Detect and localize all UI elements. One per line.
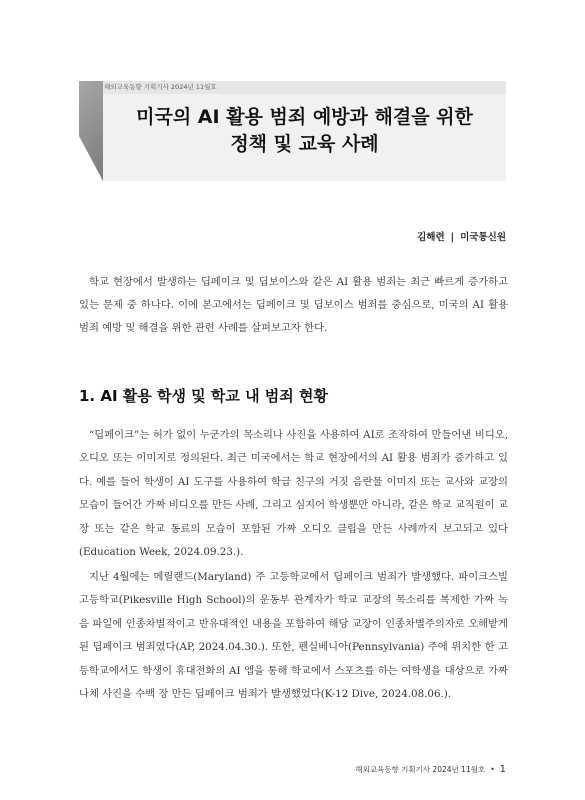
body-paragraph-2: 지난 4월에는 메릴랜드(Maryland) 주 고등학교에서 딥페이크 범죄가 발생했다. 파이크스빌 고등학교(Pikesville High School)의 운동부 관계자가 학교 교장의 목소리를 복제한 가짜 녹음 파일에 인종차별적이고 반유대적인 내용을 포함하여 해당 교장이 인종차별주의자로 오해받게 된 딥페이크 범죄였다(AP, 2024.04.30.). 또한, 펜실베니아(Pennsylvania) 주에 위치한 한 고등학교에서도 학생이 휴대전화의 AI 앱을 통해 학교에서 스포츠를 하는 여학생을 대상으로 가짜 나체 사진을 수백 장 만든 딥페이크 범죄가 발생했었다(K-12 Dive, 2024.08.06.).: [79, 571, 508, 701]
author-line: [417, 229, 506, 243]
body-paragraph-1: “딥페이크”는 허가 없이 누군가의 목소리나 사진을 사용하여 AI로 조작하여 만들어낸 비디오, 오디오 또는 이미지로 정의된다. 최근 미국에서는 학교 현장에서의 AI 활용 범죄가 증가하고 있다. 예를 들어 학생이 AI 도구를 사용하여 학급 친구의 거짓 음란물 이미지 또는 교사와 교장의 모습이 들어간 가짜 비디오를 만든 사례, 그리고 심지어 학생뿐만 아니라, 같은 학교 교직원이 교장 또는 같은 학교 동료의 모습이 포함된 가짜 오디오 클립을 만든 사례까지 보고되고 있다(Education Week, 2024.09.23.).: [79, 429, 508, 559]
author-separator: |: [450, 232, 455, 243]
page-number: 1: [499, 764, 506, 775]
footer-bullet: •: [490, 765, 495, 774]
header-corner-decoration: [79, 81, 103, 181]
header-label: 해외교육동향 기획기사 2024년 11월호: [104, 83, 217, 91]
author-affiliation: 미국통신원: [460, 232, 506, 243]
footer-label: 해외교육동향 기획기사 2024년 11월호: [355, 765, 486, 774]
page-title: [103, 104, 506, 158]
intro-paragraph: 학교 현장에서 발생하는 딥페이크 및 딥보이스와 같은 AI 활용 범죄는 최근 빠르게 증가하고 있는 문제 중 하나다. 이에 본고에서는 딥페이크 및 딥보이스 범죄를 중심으로, 미국의 AI 활용 범죄 예방 및 해결을 위한 관련 사례를 살펴보고자 한다.: [79, 276, 508, 334]
title-line-1: 미국의 AI 활용 범죄 예방과 해결을 위한: [136, 106, 473, 128]
page-footer: [355, 764, 506, 775]
section-heading: 1. AI 활용 학생 및 학교 내 범죄 현황: [79, 387, 328, 405]
author-name: 김해련: [417, 232, 445, 243]
title-line-2: 정책 및 교육 사례: [230, 133, 379, 155]
